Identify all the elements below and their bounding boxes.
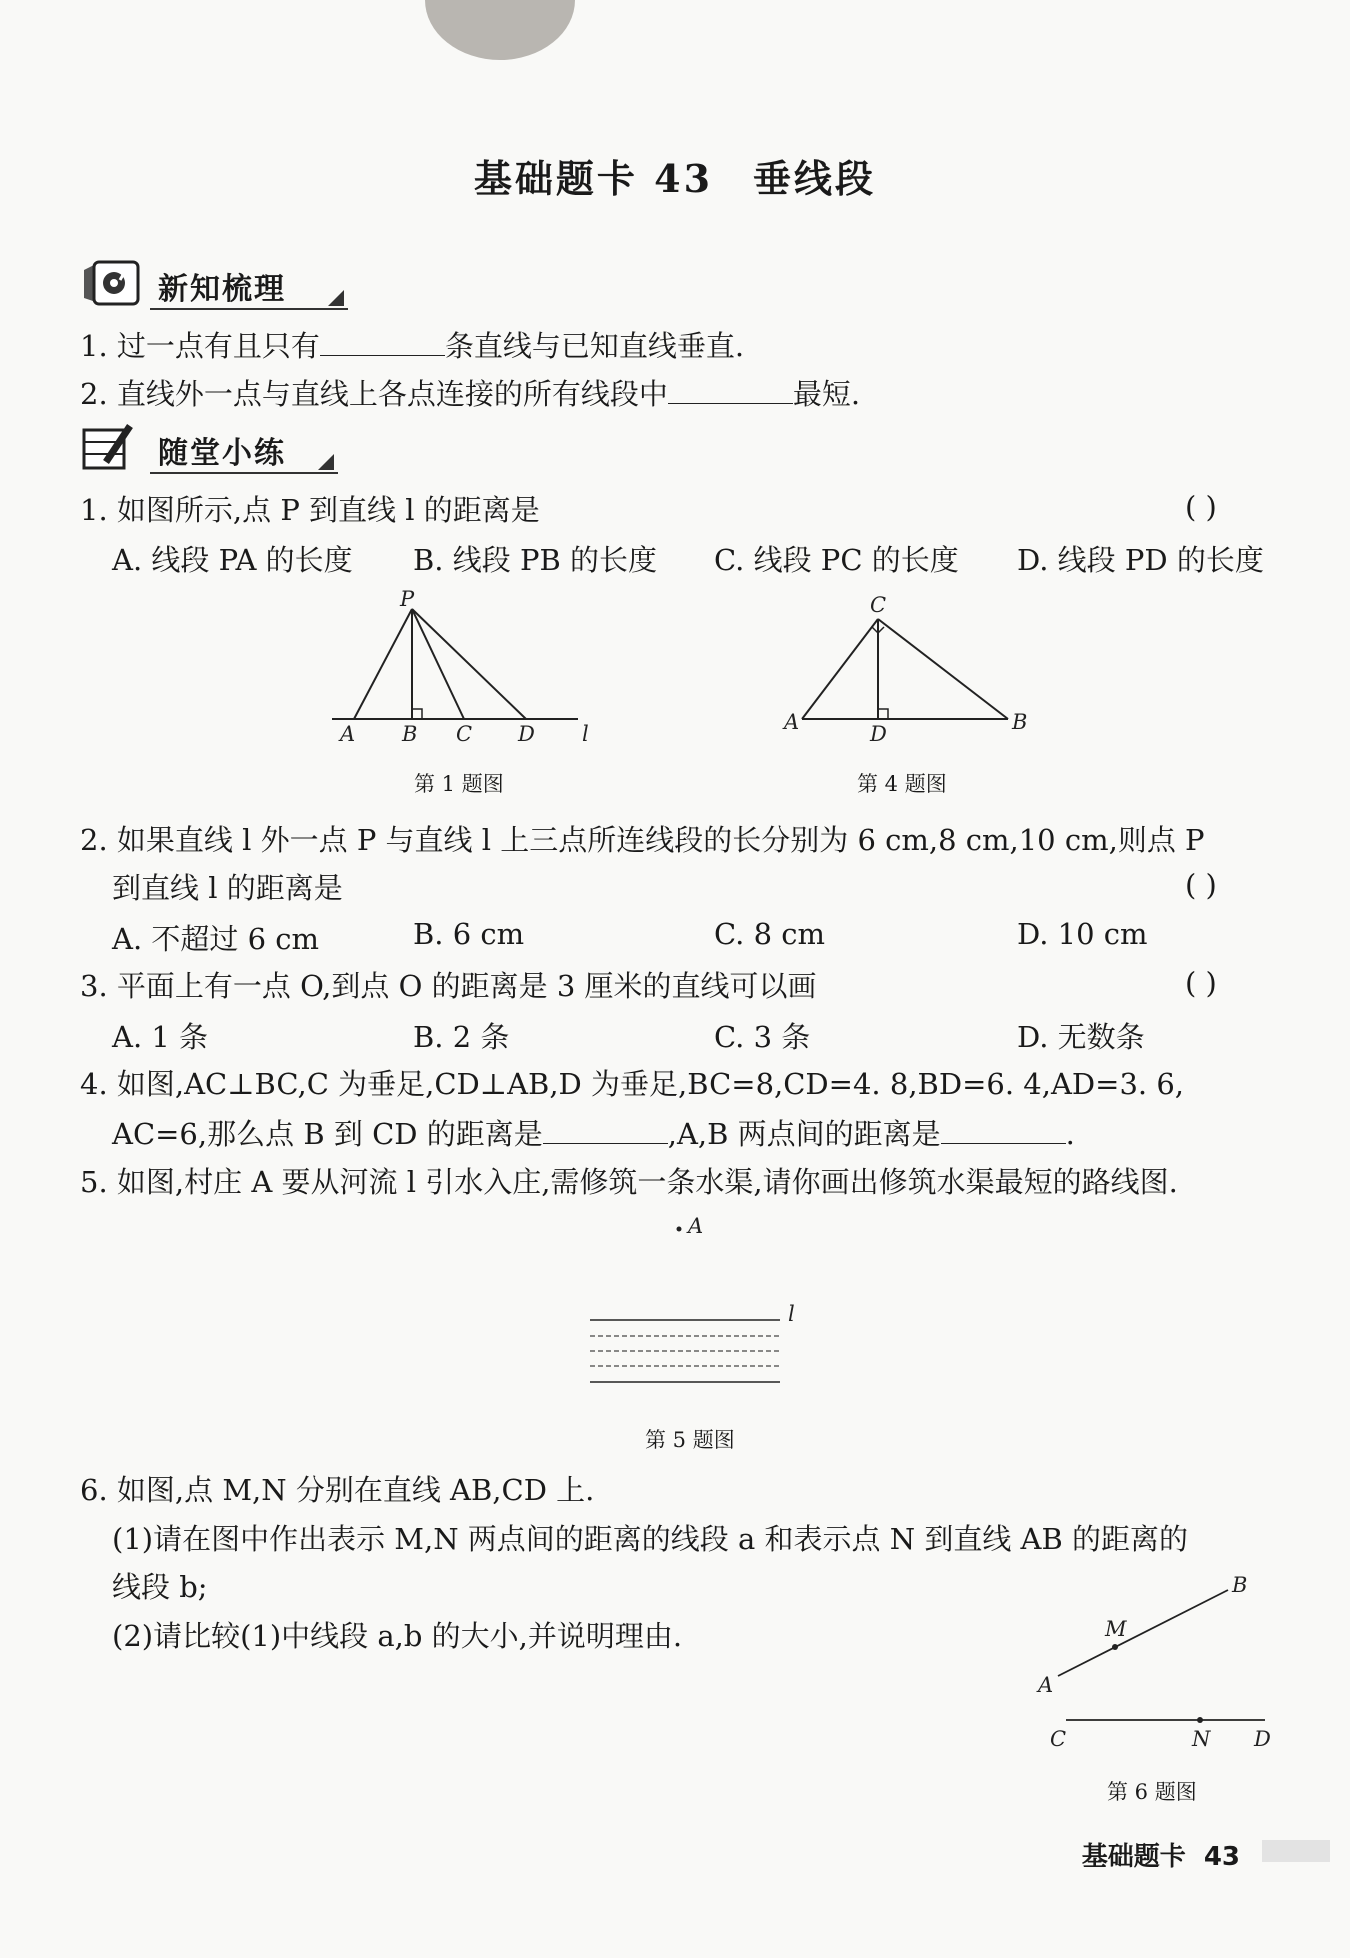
- option-b: B. 6 cm: [413, 917, 525, 951]
- camera-icon: [80, 258, 144, 308]
- section-underline: [150, 308, 348, 310]
- option-b: B. 2 条: [413, 1020, 510, 1054]
- segment-ac: [802, 619, 878, 719]
- label-b: B: [402, 722, 418, 746]
- segment-pa: [354, 609, 412, 719]
- figure-6-caption: 第 6 题图: [1107, 1780, 1197, 1804]
- label-b: B: [1012, 710, 1028, 734]
- label-d: D: [870, 722, 887, 746]
- question-2-line-2: 到直线 l 的距离是: [112, 871, 343, 905]
- option-b: B. 线段 PB 的长度: [413, 543, 658, 577]
- section-header-practice: [80, 420, 338, 476]
- fill-blank[interactable]: [320, 325, 445, 356]
- answer-parens[interactable]: ( ): [1185, 868, 1217, 902]
- option-d: D. 线段 PD 的长度: [1017, 543, 1264, 577]
- label-a: A: [784, 710, 800, 734]
- knowledge-item-2: 2. 直线外一点与直线上各点连接的所有线段中 最短.: [80, 373, 860, 414]
- question-6-part-2: (2)请比较(1)中线段 a,b 的大小,并说明理由.: [112, 1619, 683, 1653]
- label-a: A: [340, 722, 356, 746]
- point-n: [1197, 1717, 1203, 1723]
- figure-4: [780, 593, 1040, 746]
- question-1-stem: 1. 如图所示,点 P 到直线 l 的距离是: [80, 493, 540, 527]
- label-c: C: [456, 722, 473, 746]
- title-topic: 垂线段: [753, 156, 877, 201]
- label-a: A: [1038, 1673, 1054, 1697]
- figure-5-caption: 第 5 题图: [645, 1428, 735, 1452]
- right-angle-mark: [878, 709, 888, 719]
- label-m: M: [1105, 1617, 1127, 1641]
- page-number: 43: [1203, 1842, 1240, 1872]
- section-header-knowledge: [80, 256, 348, 312]
- question-5-stem: 5. 如图,村庄 A 要从河流 l 引水入庄,需修筑一条水渠,请你画出修筑水渠最短的路线图.: [80, 1165, 1178, 1199]
- option-c: C. 线段 PC 的长度: [714, 543, 959, 577]
- figure-6: [1030, 1570, 1290, 1751]
- segment-pc: [412, 609, 464, 719]
- right-angle-mark: [412, 709, 422, 719]
- figure-5: [580, 1215, 800, 1395]
- question-4-line-1: 4. 如图,AC⊥BC,C 为垂足,CD⊥AB,D 为垂足,BC=8,CD=4. 8,BD=6. 4,AD=3. 6,: [80, 1067, 1184, 1101]
- segment-bc: [878, 619, 1008, 719]
- line-ab: [1058, 1590, 1228, 1676]
- village-point: [677, 1227, 682, 1232]
- fill-blank[interactable]: [543, 1113, 668, 1144]
- section-label: 新知梳理: [158, 272, 286, 307]
- option-d: D. 无数条: [1017, 1020, 1145, 1054]
- figure-4-caption: 第 4 题图: [857, 772, 947, 796]
- question-2-line-1: 2. 如果直线 l 外一点 P 与直线 l 上三点所连线段的长分别为 6 cm,8 cm,10 cm,则点 P: [80, 823, 1205, 857]
- answer-parens[interactable]: ( ): [1185, 490, 1217, 524]
- page-footer: [1082, 1836, 1240, 1873]
- label-b: B: [1232, 1573, 1248, 1597]
- title-main: 基础题卡 43: [473, 156, 714, 201]
- fill-blank[interactable]: [941, 1113, 1066, 1144]
- triangle-marker-icon: [328, 290, 344, 306]
- label-n: N: [1192, 1727, 1211, 1751]
- section-label: 随堂小练: [158, 436, 286, 471]
- option-a: A. 线段 PA 的长度: [112, 543, 353, 577]
- label-c: C: [1050, 1727, 1067, 1751]
- point-m: [1112, 1644, 1118, 1650]
- label-c: C: [870, 593, 887, 617]
- label-l: l: [582, 722, 589, 746]
- option-d: D. 10 cm: [1017, 917, 1148, 951]
- label-l: l: [788, 1302, 795, 1326]
- page-title: [0, 148, 1350, 203]
- label-p: P: [400, 587, 415, 611]
- fill-blank[interactable]: [668, 373, 793, 404]
- label-a: A: [688, 1214, 704, 1238]
- knowledge-item-1: 1. 过一点有且只有 条直线与已知直线垂直.: [80, 325, 744, 366]
- triangle-marker-icon: [318, 454, 334, 470]
- label-d: D: [518, 722, 535, 746]
- figure-1: [328, 587, 608, 746]
- answer-parens[interactable]: ( ): [1185, 966, 1217, 1000]
- question-3-stem: 3. 平面上有一点 O,到点 O 的距离是 3 厘米的直线可以画: [80, 969, 817, 1003]
- question-6-stem: 6. 如图,点 M,N 分别在直线 AB,CD 上.: [80, 1473, 595, 1507]
- question-6-part-1-line-1: (1)请在图中作出表示 M,N 两点间的距离的线段 a 和表示点 N 到直线 AB 的距离的: [112, 1522, 1189, 1556]
- label-d: D: [1254, 1727, 1271, 1751]
- notebook-pen-icon: [80, 422, 140, 474]
- question-6-part-1-line-2: 线段 b;: [112, 1570, 208, 1604]
- figure-1-caption: 第 1 题图: [414, 772, 504, 796]
- page-top-decoration: [425, 0, 575, 60]
- option-c: C. 3 条: [714, 1020, 811, 1054]
- question-4-line-2: AC=6,那么点 B 到 CD 的距离是 ,A,B 两点间的距离是 .: [112, 1113, 1075, 1154]
- option-c: C. 8 cm: [714, 917, 826, 951]
- segment-pd: [412, 609, 526, 719]
- footer-decoration: [1262, 1840, 1330, 1862]
- option-a: A. 不超过 6 cm: [112, 922, 320, 956]
- footer-label: 基础题卡: [1081, 1842, 1186, 1872]
- section-underline: [150, 472, 338, 474]
- option-a: A. 1 条: [112, 1020, 209, 1054]
